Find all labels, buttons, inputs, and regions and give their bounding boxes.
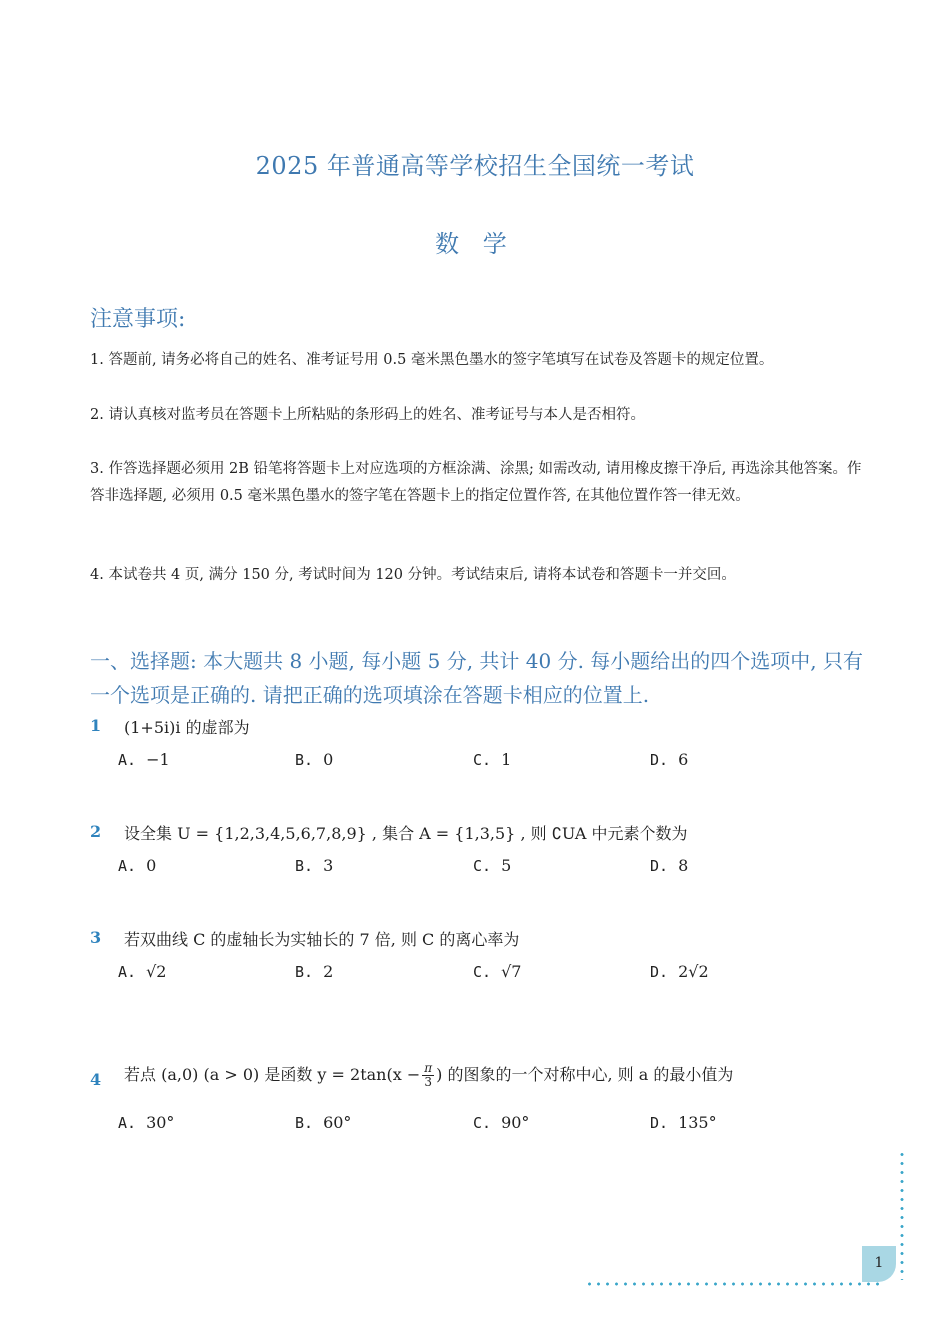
notice-item-3: 3. 作答选择题必须用 2B 铅笔将答题卡上对应选项的方框涂满、涂黑; 如需改动, 请用橡皮擦干净后, 再选涂其他答案。作答非选择题, 必须用 0.5 毫米黑色墨水的签字笔在答题卡上的指定位置作答, 在其他位置作答一律无效。 xyxy=(90,461,862,504)
fraction xyxy=(422,1062,434,1089)
option-d xyxy=(650,962,709,981)
option-label: C. xyxy=(473,751,492,769)
option-label: B. xyxy=(295,1114,314,1132)
option-label: C. xyxy=(473,963,492,981)
question-stem: 设全集 U = {1,2,3,4,5,6,7,8,9} , 集合 A = {1,3,5} , 则 ∁UA 中元素个数为 xyxy=(124,824,688,843)
option-a xyxy=(118,962,166,981)
notice-item-4: 4. 本试卷共 4 页, 满分 150 分, 考试时间为 120 分钟。考试结束后, 请将本试卷和答题卡一并交回。 xyxy=(90,567,736,583)
notice-heading: 注意事项: xyxy=(90,307,186,332)
exam-title: 2025 年普通高等学校招生全国统一考试 xyxy=(255,152,695,180)
fraction-denominator: 3 xyxy=(424,1075,433,1089)
fraction-numerator: π xyxy=(424,1061,433,1075)
notice-item-1: 1. 答题前, 请务必将自己的姓名、准考证号用 0.5 毫米黑色墨水的签字笔填写在试卷及答题卡的规定位置。 xyxy=(90,352,774,368)
option-value: −1 xyxy=(146,750,170,769)
stem-part: 若点 (a,0) (a > 0) 是函数 y = 2tan(x − xyxy=(124,1065,421,1084)
option-c xyxy=(473,1113,529,1132)
option-a xyxy=(118,750,170,769)
option-label: B. xyxy=(295,857,314,875)
question-stem: 若双曲线 C 的虚轴长为实轴长的 7 倍, 则 C 的离心率为 xyxy=(124,930,520,949)
dotted-border-horizontal xyxy=(585,1282,885,1286)
option-b xyxy=(295,1113,351,1132)
question-number: 1 xyxy=(90,716,102,735)
option-label: B. xyxy=(295,963,314,981)
option-label: B. xyxy=(295,751,314,769)
question-number: 3 xyxy=(90,928,102,947)
option-label: A. xyxy=(118,751,137,769)
option-value: 2 xyxy=(323,962,334,981)
option-label: D. xyxy=(650,1114,669,1132)
section-heading: 一、选择题: 本大题共 8 小题, 每小题 5 分, 共计 40 分. 每小题给出的四个选项中, 只有 一个选项是正确的. 请把正确的选项填涂在答题卡相应的位置上. xyxy=(90,649,863,707)
notice-item-2: 2. 请认真核对监考员在答题卡上所粘贴的条形码上的姓名、准考证号与本人是否相符。 xyxy=(90,407,645,423)
option-value: 3 xyxy=(323,856,334,875)
page-number: 1 xyxy=(862,1246,896,1282)
option-label: D. xyxy=(650,963,669,981)
option-label: C. xyxy=(473,1114,492,1132)
option-d xyxy=(650,750,688,769)
option-label: D. xyxy=(650,751,669,769)
option-a xyxy=(118,1113,174,1132)
option-value: √7 xyxy=(501,962,522,981)
option-b xyxy=(295,750,333,769)
option-value: 135° xyxy=(678,1113,717,1132)
option-value: √2 xyxy=(146,962,167,981)
option-label: A. xyxy=(118,963,137,981)
option-c xyxy=(473,856,511,875)
option-value: 5 xyxy=(501,856,512,875)
option-d xyxy=(650,856,688,875)
option-c xyxy=(473,962,521,981)
option-value: 90° xyxy=(501,1113,530,1132)
question-number: 4 xyxy=(90,1070,102,1089)
question-number: 2 xyxy=(90,822,102,841)
option-c xyxy=(473,750,511,769)
option-value: 30° xyxy=(146,1113,175,1132)
option-b xyxy=(295,962,333,981)
stem-part: ) 的图象的一个对称中心, 则 a 的最小值为 xyxy=(436,1065,734,1084)
option-value: 60° xyxy=(323,1113,352,1132)
option-b xyxy=(295,856,333,875)
dotted-border-vertical xyxy=(900,1150,904,1280)
option-a xyxy=(118,856,156,875)
option-d xyxy=(650,1113,717,1132)
option-label: A. xyxy=(118,857,137,875)
option-value: 0 xyxy=(146,856,157,875)
option-value: 6 xyxy=(678,750,689,769)
option-value: 1 xyxy=(501,750,512,769)
option-label: A. xyxy=(118,1114,137,1132)
question-stem xyxy=(124,1062,733,1089)
option-value: 2√2 xyxy=(678,962,709,981)
option-label: C. xyxy=(473,857,492,875)
option-value: 0 xyxy=(323,750,334,769)
option-value: 8 xyxy=(678,856,689,875)
option-label: D. xyxy=(650,857,669,875)
question-stem: (1+5i)i 的虚部为 xyxy=(124,718,250,737)
subject-title: 数 学 xyxy=(435,230,515,258)
